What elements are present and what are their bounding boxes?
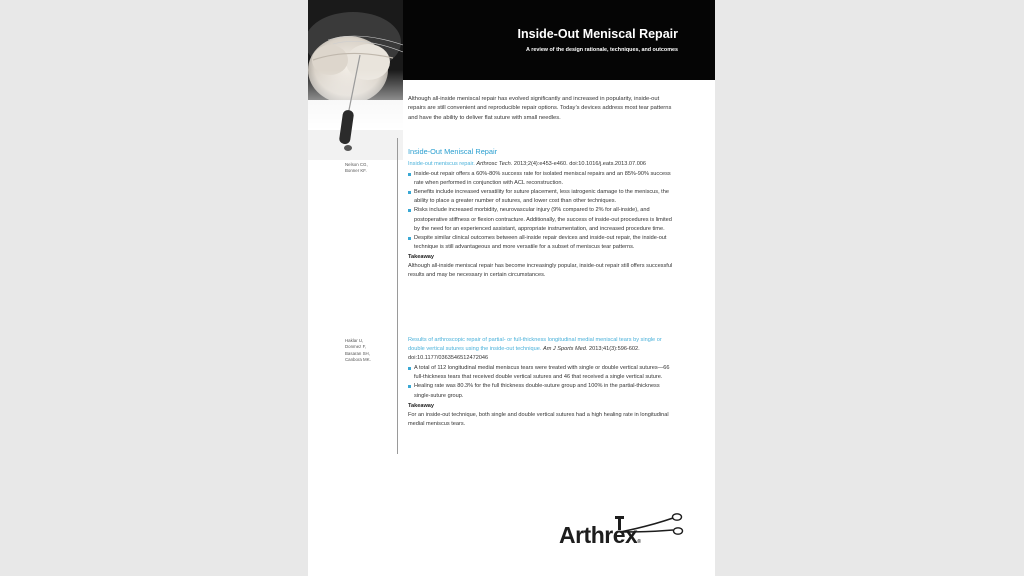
study-1-authors bbox=[345, 162, 368, 175]
study-2-journal: Am J Sports Med. bbox=[542, 346, 588, 353]
author: Nelson CG, bbox=[345, 162, 368, 167]
author: Bonner KF. bbox=[345, 168, 367, 174]
takeaway-label: Takeaway bbox=[408, 402, 435, 409]
study-1-bullets bbox=[408, 170, 676, 252]
intro-paragraph: Although all-inside meniscal repair has evolved significantly and increased in popularity, inside-out repairs are still convenient and reproducible repair options. Today’s devices address most tear patterns and have the ability to deliver flat suture with small needles. bbox=[408, 96, 672, 121]
author: Donmez F, bbox=[345, 344, 366, 350]
study-1-reference bbox=[408, 160, 676, 169]
study-2-citation: 2013;41(3):596-602. doi:10.1177/0363546512472046 bbox=[408, 346, 640, 362]
document-page bbox=[308, 0, 715, 576]
takeaway-label: Takeaway bbox=[408, 253, 435, 260]
author: Haklar U, bbox=[345, 338, 364, 343]
bullet-item: A total of 112 longitudinal medial meniscus tears were treated with single or double vertical sutures—66 full-thickness tears that received double vertical sutures and 46 that received a single vertical suture. bbox=[408, 364, 676, 382]
study-2-authors bbox=[345, 338, 371, 364]
bullet-item: Inside-out repair offers a 60%-80% success rate for isolated meniscal repairs and an 85%-90% success rate when performed in conjunction with ACL reconstruction. bbox=[408, 170, 676, 188]
study-1 bbox=[408, 160, 676, 280]
author: Basaran SH, bbox=[345, 350, 370, 356]
takeaway-text: Although all-inside meniscal repair has become increasingly popular, inside-out repair still offers successful results and may be necessary in certain circumstances. bbox=[408, 263, 673, 279]
study-1-title-link[interactable]: Inside-out meniscus repair. bbox=[408, 161, 475, 167]
logo-registered-mark: ® bbox=[637, 539, 641, 545]
arthrex-logo bbox=[559, 522, 641, 549]
vertical-divider bbox=[397, 138, 398, 454]
bullet-item: Risks include increased morbidity, neurovascular injury (9% compared to 2% for all-inside), and postoperative stiffness or flexion contracture. Additionally, the success of inside-out procedures is limited by the need for an experienced assistant, appropriate instrumentation, and increased procedure time. bbox=[408, 206, 676, 233]
study-2 bbox=[408, 336, 676, 429]
study-1-citation: 2013;2(4):e453-e460. doi:10.1016/j.eats.2013.07.006 bbox=[513, 161, 647, 167]
bullet-item: Healing rate was 80.3% for the full thickness double-suture group and 100% in the partial-thickness single-suture group. bbox=[408, 382, 676, 400]
page-subtitle: A review of the design rationale, techniques, and outcomes bbox=[526, 47, 678, 53]
bullet-item: Benefits include increased versatility for suture placement, less iatrogenic damage to the meniscus, the ability to place a greater number of sutures, and lower cost than other techniques. bbox=[408, 188, 676, 206]
page-title: Inside-Out Meniscal Repair bbox=[517, 27, 678, 41]
study-2-bullets bbox=[408, 364, 676, 400]
takeaway-text: For an inside-out technique, both single and double vertical sutures had a high healing rate in longitudinal medial meniscus tears. bbox=[408, 411, 669, 427]
study-1-journal: Arthrosc Tech. bbox=[476, 161, 513, 167]
knee-arthroscopy-image bbox=[308, 0, 403, 160]
bullet-item: Despite similar clinical outcomes between all-inside repair devices and inside-out repair, the inside-out technique is still advantageous and more versatile for a subset of meniscus tear patterns. bbox=[408, 234, 676, 252]
logo-wordmark: Arthrex bbox=[559, 522, 638, 548]
author: Canbora MK. bbox=[345, 357, 371, 363]
section-title: Inside-Out Meniscal Repair bbox=[408, 147, 498, 156]
study-2-title-link[interactable]: Results of arthroscopic repair of partial- or full-thickness longitudinal medial meniscal tears by single or double vertical sutures using the inside-out technique. bbox=[408, 337, 662, 353]
study-2-reference bbox=[408, 336, 676, 363]
